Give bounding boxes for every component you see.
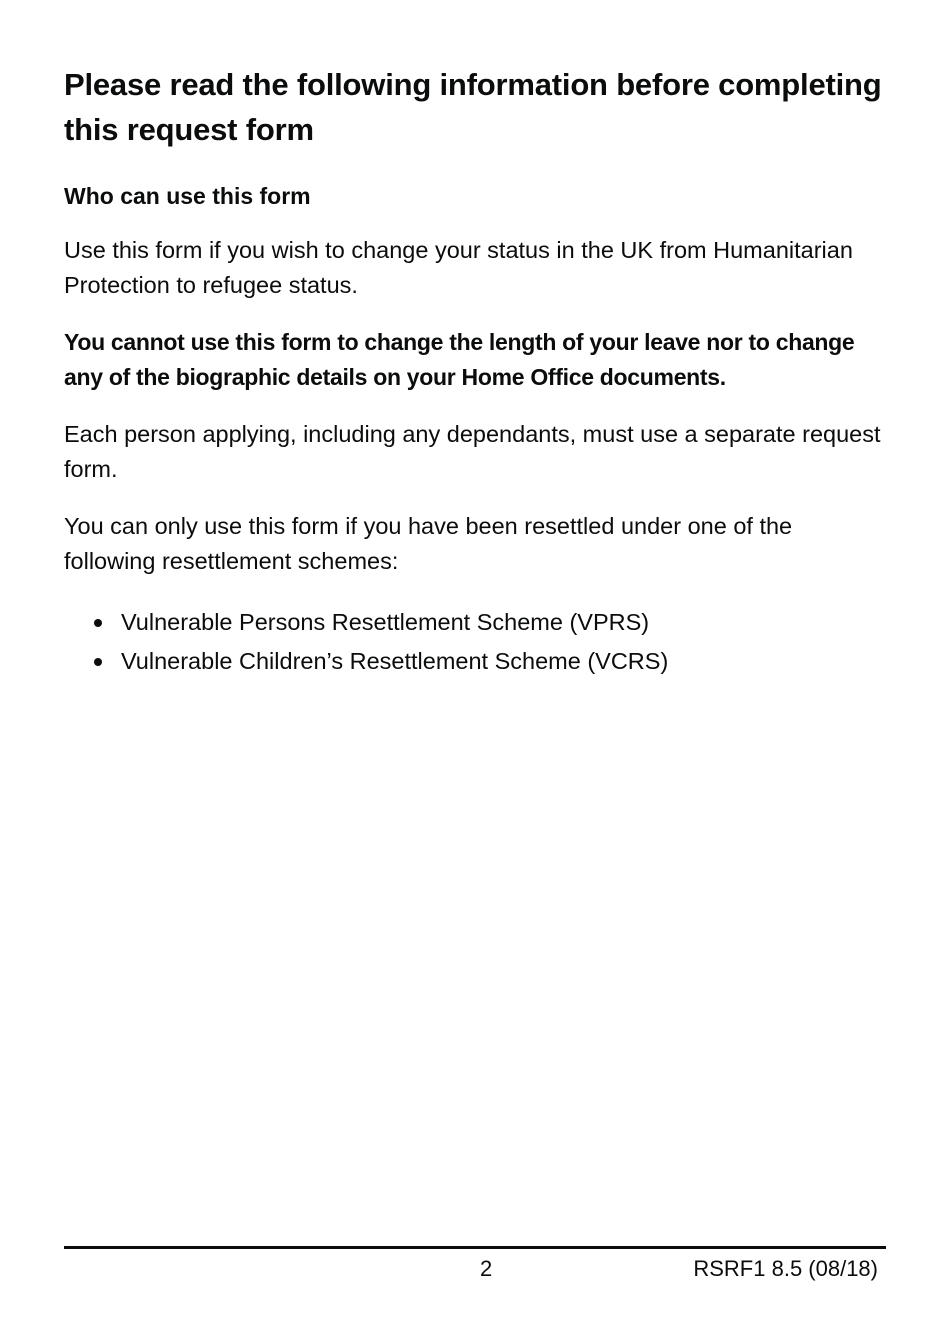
scheme-label: Vulnerable Children’s Resettlement Scheme (VCRS) <box>121 648 669 674</box>
scheme-label: Vulnerable Persons Resettlement Scheme (VPRS) <box>121 609 650 635</box>
list-item <box>64 603 886 642</box>
page-title: Please read the following information before completing this request form <box>64 67 882 147</box>
list-item <box>64 642 886 681</box>
section-heading-who-can-use: Who can use this form <box>64 183 311 209</box>
bullet-icon <box>94 619 102 627</box>
document-page <box>64 62 886 681</box>
paragraph-schemes-intro: You can only use this form if you have been resettled under one of the following resettlement schemes: <box>64 513 793 574</box>
bullet-icon <box>94 658 102 666</box>
paragraph-restriction-notice: You cannot use this form to change the length of your leave nor to change any of the biographic details on your Home Office documents. <box>64 329 855 390</box>
schemes-list <box>64 603 886 681</box>
form-reference: RSRF1 8.5 (08/18) <box>693 1256 878 1281</box>
footer-divider <box>64 1246 886 1249</box>
paragraph-eligibility: Use this form if you wish to change your status in the UK from Humanitarian Protection to refugee status. <box>64 237 853 298</box>
paragraph-separate-forms: Each person applying, including any dependants, must use a separate request form. <box>64 421 881 482</box>
page-number: 2 <box>480 1256 493 1281</box>
